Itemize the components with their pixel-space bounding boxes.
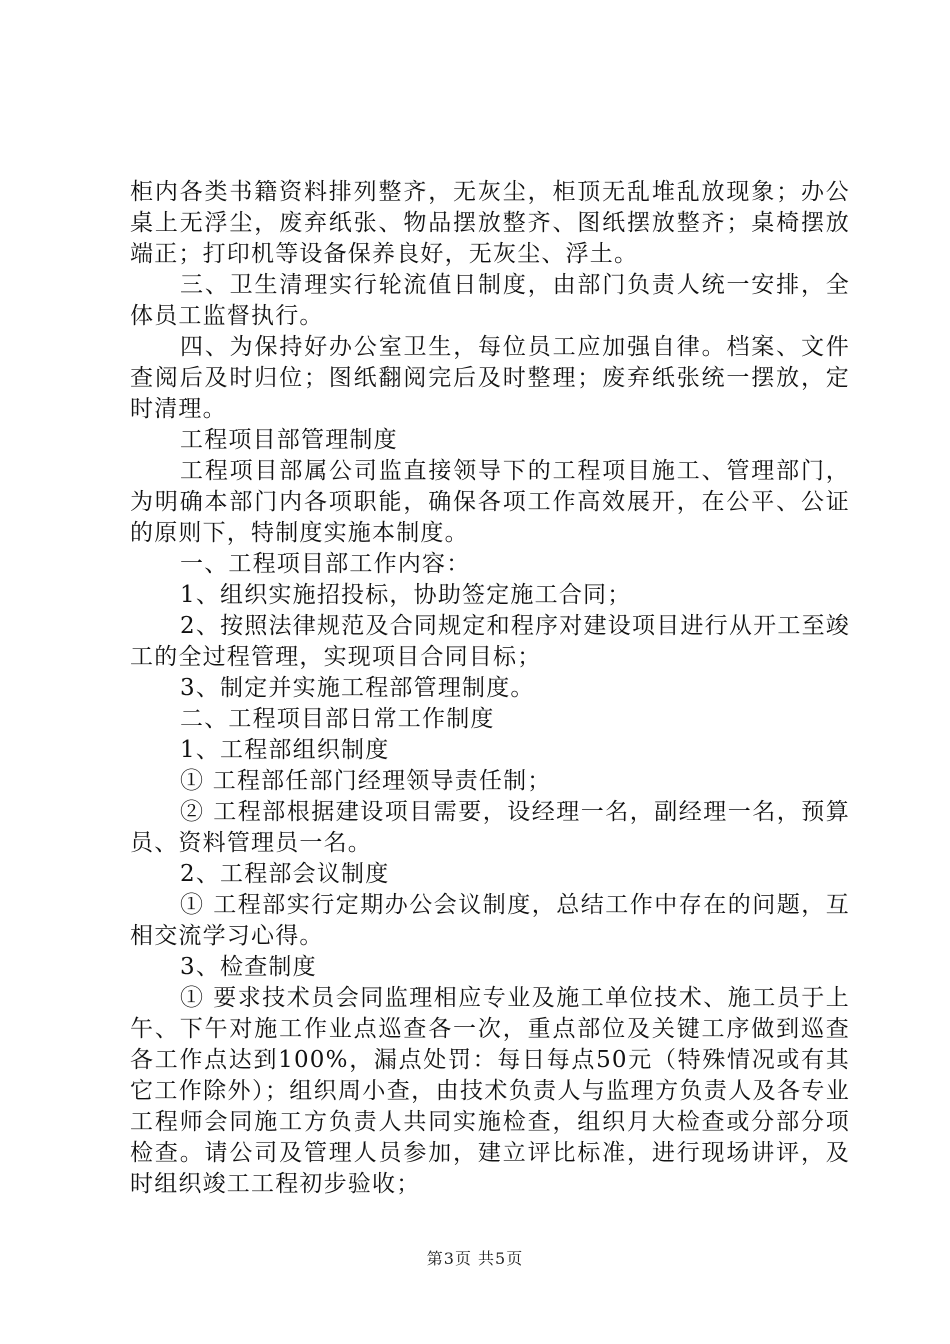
circled-item-3: ① 工程部实行定期办公会议制度，总结工作中存在的问题，互相交流学习心得。 — [130, 892, 850, 949]
circled-item-2: ② 工程部根据建设项目需要，设经理一名，副经理一名，预算员、资料管理员一名。 — [130, 799, 850, 856]
document-body — [130, 177, 850, 1200]
section-title: 工程项目部管理制度 — [180, 427, 398, 453]
heading-2: 二、工程项目部日常工作制度 — [180, 706, 495, 732]
paragraph-0: 柜内各类书籍资料排列整齐，无灰尘，柜顶无乱堆乱放现象；办公桌上无浮尘，废弃纸张、物品摆放整齐、图纸摆放整齐；桌椅摆放端正；打印机等设备保养良好，无灰尘、浮土。 — [130, 179, 850, 267]
paragraph-2: 四、为保持好办公室卫生，每位员工应加强自律。档案、文件查阅后及时归位；图纸翻阅完后及时整理；废弃纸张统一摆放，定时清理。 — [130, 334, 850, 422]
subheading-2: 2、工程部会议制度 — [180, 861, 390, 887]
subheading-3: 3、检查制度 — [180, 954, 317, 980]
paragraph-1: 三、卫生清理实行轮流值日制度，由部门负责人统一安排，全体员工监督执行。 — [130, 272, 850, 329]
paragraph-4: 工程项目部属公司监直接领导下的工程项目施工、管理部门，为明确本部门内各项职能，确保各项工作高效展开，在公平、公证的原则下，特制度实施本制度。 — [130, 458, 850, 546]
list-item-3: 3、制定并实施工程部管理制度。 — [180, 675, 535, 701]
heading-1: 一、工程项目部工作内容： — [180, 551, 471, 577]
circled-item-1: ① 工程部任部门经理领导责任制； — [180, 768, 552, 794]
circled-item-4: ① 要求技术员会同监理相应专业及施工单位技术、施工员于上午、下午对施工作业点巡查各一次，重点部位及关键工序做到巡查各工作点达到100%，漏点处罚：每日每点50元（特殊情况或有其它工作除外）；组织周小查，由技术负责人与监理方负责人及各专业工程师会同施工方负责人共同实施检查，组织月大检查或分部分项检查。请公司及管理人员参加，建立评比标准，进行现场讲评，及时组织竣工工程初步验收； — [130, 985, 850, 1197]
page-footer: 第3页 共5页 — [426, 1249, 524, 1268]
list-item-1: 1、组织实施招投标，协助签定施工合同； — [180, 582, 632, 608]
list-item-2: 2、按照法律规范及合同规定和程序对建设项目进行从开工至竣工的全过程管理，实现项目合同目标； — [130, 613, 850, 670]
subheading-1: 1、工程部组织制度 — [180, 737, 390, 763]
